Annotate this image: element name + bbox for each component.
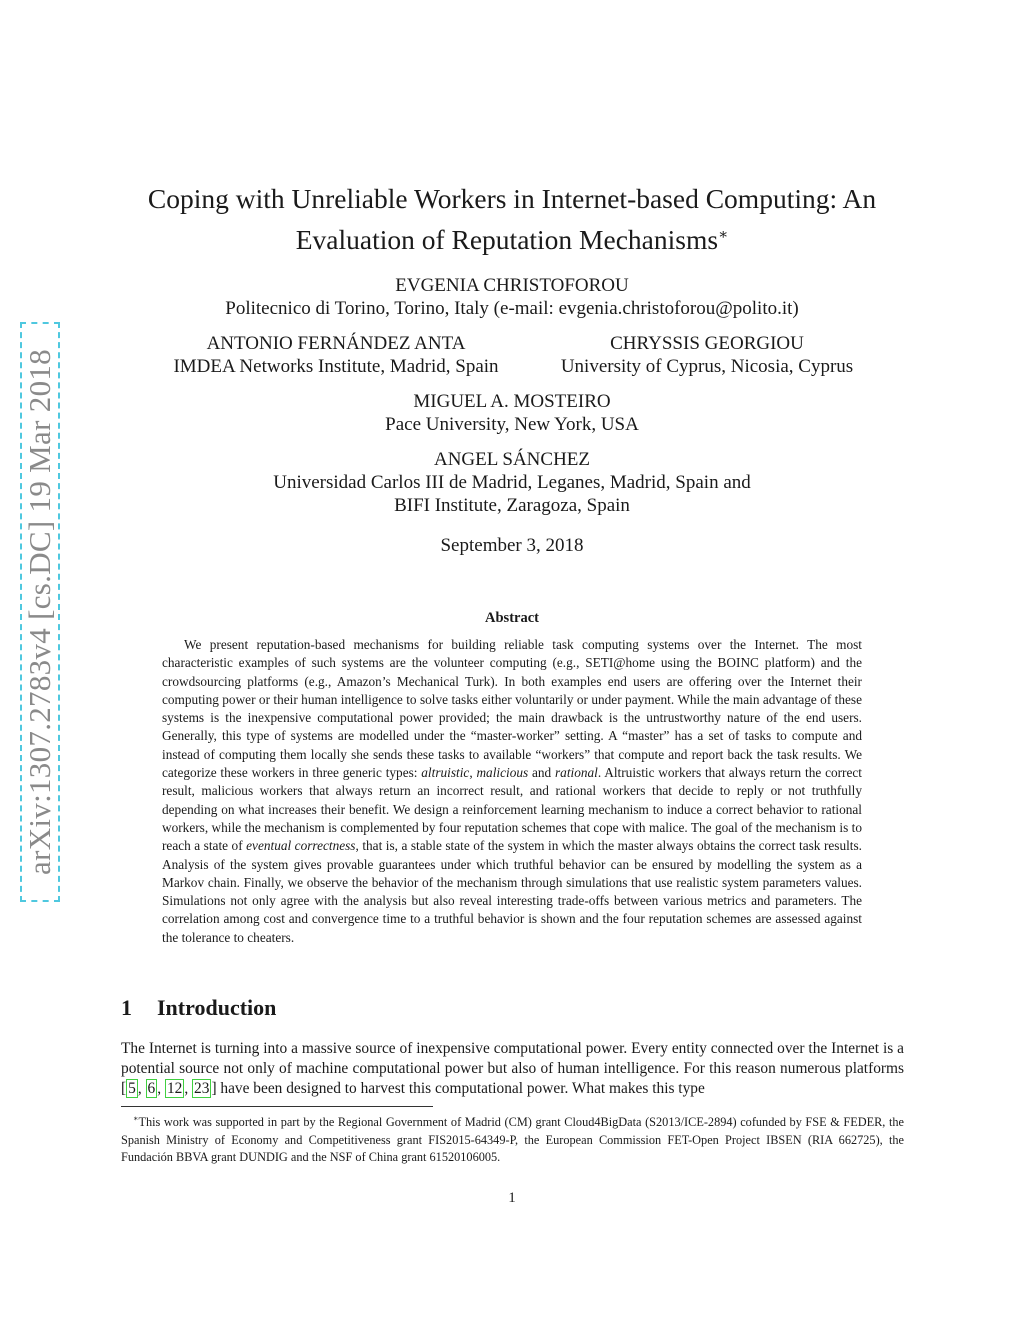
footnote-mark: ∗ bbox=[133, 1114, 139, 1123]
author-affiliation: Universidad Carlos III de Madrid, Leganes, Madrid, Spain and bbox=[273, 472, 751, 493]
author-affiliation: Politecnico di Torino, Torino, Italy (e-mail: evgenia.christoforou@polito.it) bbox=[225, 298, 799, 319]
section-number: 1 bbox=[121, 995, 132, 1020]
author-affiliation: Pace University, New York, USA bbox=[385, 414, 639, 435]
author-block-3 bbox=[552, 332, 862, 378]
footnote-text: This work was supported in part by the Regional Government of Madrid (CM) grant Cloud4BigData (S2013/ICE-2894) cofunded by FSE & FEDER, the Spanish Ministry of Economy and Competitiveness grant FIS2015-64349-P, the European Commission FET-Open Project IBSEN (RIA 662725), the Fundación BBVA grant DUNDIG and the NSF of China grant 61520106005. bbox=[121, 1115, 904, 1165]
author-name: MIGUEL A. MOSTEIRO bbox=[413, 391, 611, 412]
author-name: ANTONIO FERNÁNDEZ ANTA bbox=[206, 333, 466, 354]
author-block-4 bbox=[110, 390, 914, 436]
citation-link[interactable]: 5 bbox=[128, 1080, 136, 1098]
author-name: CHRYSSIS GEORGIOU bbox=[610, 333, 804, 354]
paper-date: September 3, 2018 bbox=[440, 535, 584, 556]
title-line-2: Evaluation of Reputation Mechanisms∗ bbox=[295, 224, 729, 256]
abstract-body bbox=[162, 636, 862, 947]
abstract-heading: Abstract bbox=[485, 610, 539, 626]
footnote-divider bbox=[121, 1106, 433, 1107]
introduction-body bbox=[121, 1039, 904, 1100]
author-block-1 bbox=[110, 274, 914, 320]
citation-link[interactable]: 6 bbox=[147, 1080, 156, 1098]
title-footnote-mark: ∗ bbox=[718, 227, 729, 243]
citation-link[interactable]: 12 bbox=[166, 1080, 183, 1098]
footnote bbox=[121, 1110, 904, 1167]
citation-link[interactable]: 23 bbox=[194, 1080, 210, 1098]
title-line-1: Coping with Unreliable Workers in Internet-based Computing: An bbox=[147, 183, 877, 214]
abstract-paragraph: We present reputation-based mechanisms for building reliable task computing systems over the Internet. The most characteristic examples of such systems are the volunteer computing (e.g., SETI@home using the BOINC platform) and the crowdsourcing platforms (e.g., Amazon’s Mechanical Turk). In both examples end users are offering over the Internet their computing power or their human intelligence to solve tasks either voluntarily or under payment. While the main advantage of these systems is the inexpensive computational power provided; the main drawback is the untrustworthy nature of the end users. Generally, this type of systems are modelled under the “master-worker” setting. A “master” has a set of tasks to compute and instead of computing them locally she sends these tasks to available “workers” that compute and report back the task results. We categorize these workers in three generic types: altruistic, malicious and rational. Altruistic workers that always return the correct result, malicious workers that always return an incorrect result, and rational workers that decide to reply or not truthfully depending on what increases their benefit. We design a reinforcement learning mechanism to induce a correct behavior to rational workers, while the mechanism is complemented by four reputation schemes that cope with malice. The goal of the mechanism is to reach a state of eventual correctness, that is, a stable state of the system in which the master always obtains the correct task results. Analysis of the system gives provable guarantees under which truthful behavior can be ensured by modelling the system as a Markov chain. Finally, we observe the behavior of the mechanism through simulations that use realistic system parameters values. Simulations not only agree with the analysis but also reveal interesting trade-offs between various metrics and parameters. The correlation among cost and convergence time to a truthful behavior is shown and the four reputation schemes are assessed against the tolerance to cheaters. bbox=[162, 637, 862, 945]
arxiv-identifier: arXiv:1307.2783v4 [cs.DC] 19 Mar 2018 bbox=[22, 349, 58, 875]
page-number: 1 bbox=[508, 1190, 516, 1206]
author-block-5 bbox=[110, 448, 914, 517]
author-affiliation: University of Cyprus, Nicosia, Cyprus bbox=[560, 356, 854, 377]
section-title: Introduction bbox=[157, 995, 277, 1020]
author-name: ANGEL SÁNCHEZ bbox=[433, 449, 591, 470]
arxiv-stamp bbox=[20, 322, 60, 902]
author-affiliation: IMDEA Networks Institute, Madrid, Spain bbox=[173, 356, 499, 377]
author-block-2 bbox=[164, 332, 508, 378]
author-affiliation: BIFI Institute, Zaragoza, Spain bbox=[394, 495, 630, 516]
paper-title bbox=[110, 180, 914, 258]
intro-paragraph: The Internet is turning into a massive source of inexpensive computational power. Every entity connected over the Internet is a potential source not only of machine computational power but also of human intelligence. For this reason numerous platforms [ 5 , 6 , 12 , 23 ] have been designed to harvest this computational power. What makes this type bbox=[121, 1040, 904, 1098]
author-name: EVGENIA CHRISTOFOROU bbox=[395, 275, 629, 296]
section-heading-introduction bbox=[121, 995, 276, 1021]
